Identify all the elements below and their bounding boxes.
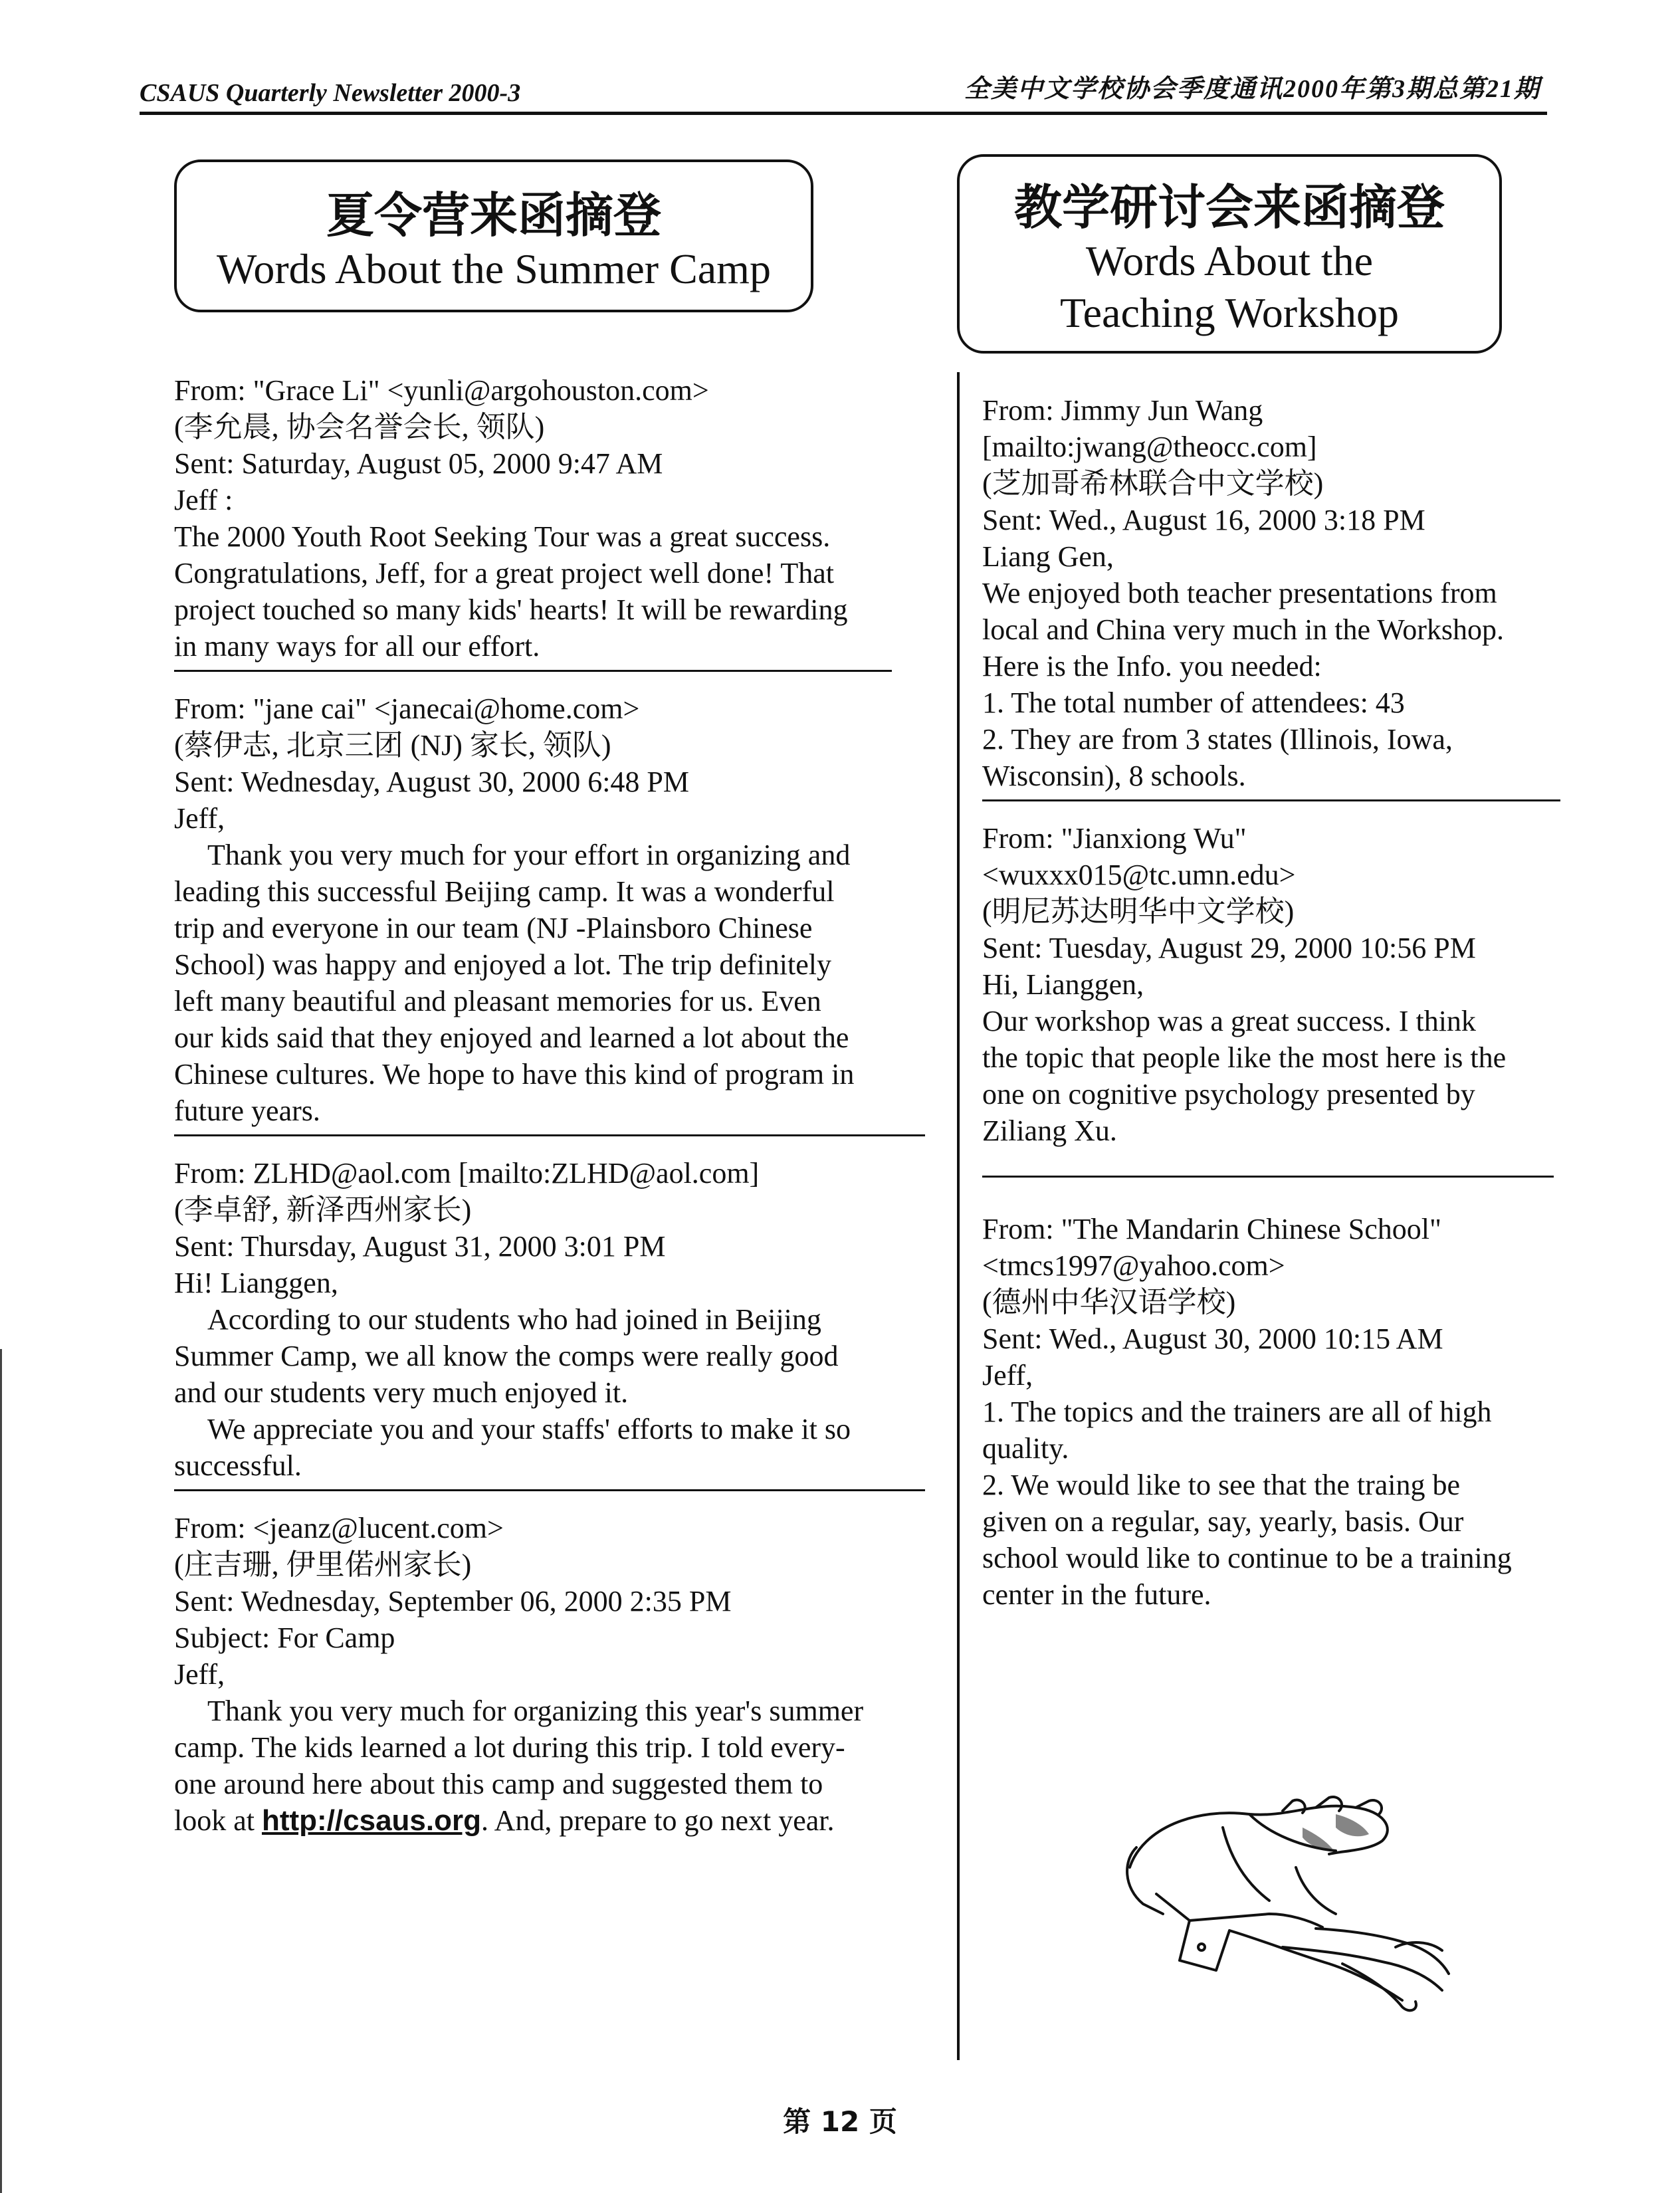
letter-from: From: ZLHD@aol.com [mailto:ZLHD@aol.com] — [174, 1157, 760, 1190]
letter-separator — [174, 670, 892, 672]
letter-jianxiong-wu — [982, 820, 1640, 1178]
letter-sender-name: (芝加哥希林联合中文学校) — [982, 467, 1324, 500]
workshop-title-en-line2: Teaching Workshop — [1060, 289, 1399, 336]
letter-from: From: <jeanz@lucent.com> — [174, 1512, 504, 1544]
letter-body: Thank you very much for your effort in organizing and leading this successful Beijing camp. It was a wonderful trip and everyone in our team (NJ -Plainsboro Chinese School) was happy and enjoyed a lot. The trip definitely left many beautiful and pleasant memories for us. Even our kids said that they enjoyed and learned a lot about the Chinese cultures. We hope to have this kind of program in future years. — [174, 839, 855, 1127]
letter-jeanz — [174, 1510, 938, 1839]
letter-body: 1. The topics and the trainers are all of high quality. 2. We would like to see that the traing be given on a regular, say, yearly, basis. Our school would like to continue to be a training center in the future. — [982, 1396, 1512, 1611]
letter-sent: Sent: Wed., August 16, 2000 3:18 PM — [982, 504, 1425, 536]
csaus-website-link[interactable]: http://csaus.org — [261, 1804, 482, 1837]
letter-sender-name: (李允晨, 协会名誉会长, 领队) — [174, 411, 545, 443]
letter-from: From: "jane cai" <janecai@home.com> — [174, 692, 640, 725]
header-rule — [140, 112, 1547, 115]
scan-margin-line — [0, 1349, 2, 2193]
letter-sent: Sent: Saturday, August 05, 2000 9:47 AM — [174, 447, 663, 480]
letter-separator — [982, 799, 1560, 801]
letter-jane-cai — [174, 690, 938, 1136]
letter-body: We enjoyed both teacher presentations from local and China very much in the Workshop. Here is the Info. you needed: 1. The total number of attendees: 43 2. They are from 3 states (Illinois, Iowa, Wisconsin), 8 schools. — [982, 577, 1505, 792]
letter-body-post-link: . And, prepare to go next year. — [481, 1804, 835, 1837]
letter-greeting: Jeff, — [982, 1359, 1033, 1392]
letter-grace-li — [174, 372, 938, 672]
letter-subject: Subject: For Camp — [174, 1621, 395, 1654]
letter-from: From: "The Mandarin Chinese School" — [982, 1213, 1441, 1245]
workshop-title-en-line1: Words About the — [1085, 237, 1374, 284]
workshop-title-box — [957, 154, 1502, 354]
letter-mailto: <tmcs1997@yahoo.com> — [982, 1249, 1285, 1282]
letter-greeting: Hi, Lianggen, — [982, 968, 1144, 1001]
letter-body: The 2000 Youth Root Seeking Tour was a great success. Congratulations, Jeff, for a great project well done! That project touched so many kids' hearts! It will be rewarding in many ways for all our effort. — [174, 520, 848, 663]
column-divider — [957, 372, 960, 2060]
letter-mandarin-school — [982, 1211, 1640, 1613]
newsletter-title: CSAUS Quarterly Newsletter 2000-3 — [140, 79, 521, 107]
letter-greeting: Liang Gen, — [982, 540, 1114, 573]
letter-sent: Sent: Wed., August 30, 2000 10:15 AM — [982, 1322, 1443, 1355]
letter-sent: Sent: Wednesday, August 30, 2000 6:48 PM — [174, 766, 690, 798]
letter-sender-name: (明尼苏达明华中文学校) — [982, 895, 1295, 928]
letter-sender-name: (蔡伊志, 北京三团 (NJ) 家长, 领队) — [174, 729, 611, 762]
letter-sender-name: (庄吉珊, 伊里偌州家长) — [174, 1548, 472, 1581]
letter-sent: Sent: Thursday, August 31, 2000 3:01 PM — [174, 1230, 666, 1263]
letter-greeting: Jeff : — [174, 484, 233, 516]
letter-sender-name: (德州中华汉语学校) — [982, 1286, 1236, 1318]
letter-separator — [982, 1176, 1554, 1178]
letter-sent: Sent: Wednesday, September 06, 2000 2:35 PM — [174, 1585, 732, 1618]
letter-separator — [174, 1134, 925, 1136]
newsletter-issue-zh: 全美中文学校协会季度通讯2000年第3期总第21期 — [964, 75, 1540, 103]
letter-body-last-line — [174, 1802, 938, 1839]
letter-body: Our workshop was a great success. I think the topic that people like the most here is the one on cognitive psychology presented by Ziliang Xu. — [982, 1005, 1507, 1147]
summer-camp-title-zh: 夏令营来函摘登 — [326, 187, 661, 243]
letter-greeting: Jeff, — [174, 802, 225, 835]
letter-sent: Sent: Tuesday, August 29, 2000 10:56 PM — [982, 932, 1476, 964]
letter-separator — [174, 1489, 925, 1491]
letter-body: Thank you very much for organizing this year's summer camp. The kids learned a lot during this trip. I told every- one around here about this camp and suggested them to — [174, 1695, 864, 1800]
workshop-title-zh: 教学研讨会来函摘登 — [1013, 179, 1445, 235]
summer-camp-title-box — [174, 159, 813, 312]
letter-zlhd — [174, 1155, 938, 1491]
letter-mailto: <wuxxx015@tc.umn.edu> — [982, 859, 1296, 891]
letter-body-pre-link: look at — [174, 1804, 262, 1837]
handshake-icon — [1116, 1788, 1462, 2014]
letter-greeting: Hi! Lianggen, — [174, 1267, 338, 1299]
letter-from: From: Jimmy Jun Wang — [982, 394, 1263, 427]
letter-body: According to our students who had joined in Beijing Summer Camp, we all know the comps were really good and our students very much enjoyed it. — [174, 1303, 839, 1409]
letter-greeting: Jeff, — [174, 1658, 225, 1691]
letter-mailto: [mailto:jwang@theocc.com] — [982, 431, 1317, 463]
letter-from: From: "Grace Li" <yunli@argohouston.com> — [174, 374, 709, 407]
letter-sender-name: (李卓舒, 新泽西州家长) — [174, 1194, 472, 1226]
letter-from: From: "Jianxiong Wu" — [982, 822, 1247, 855]
summer-camp-title-en: Words About the Summer Camp — [217, 245, 771, 292]
letter-jimmy-wang — [982, 392, 1640, 801]
workshop-letters — [982, 392, 1640, 1613]
summer-camp-letters — [174, 372, 938, 1839]
page-number: 第 12 页 — [783, 2105, 897, 2138]
letter-body-paragraph-2: We appreciate you and your staffs' efforts to make it so successful. — [174, 1413, 851, 1482]
